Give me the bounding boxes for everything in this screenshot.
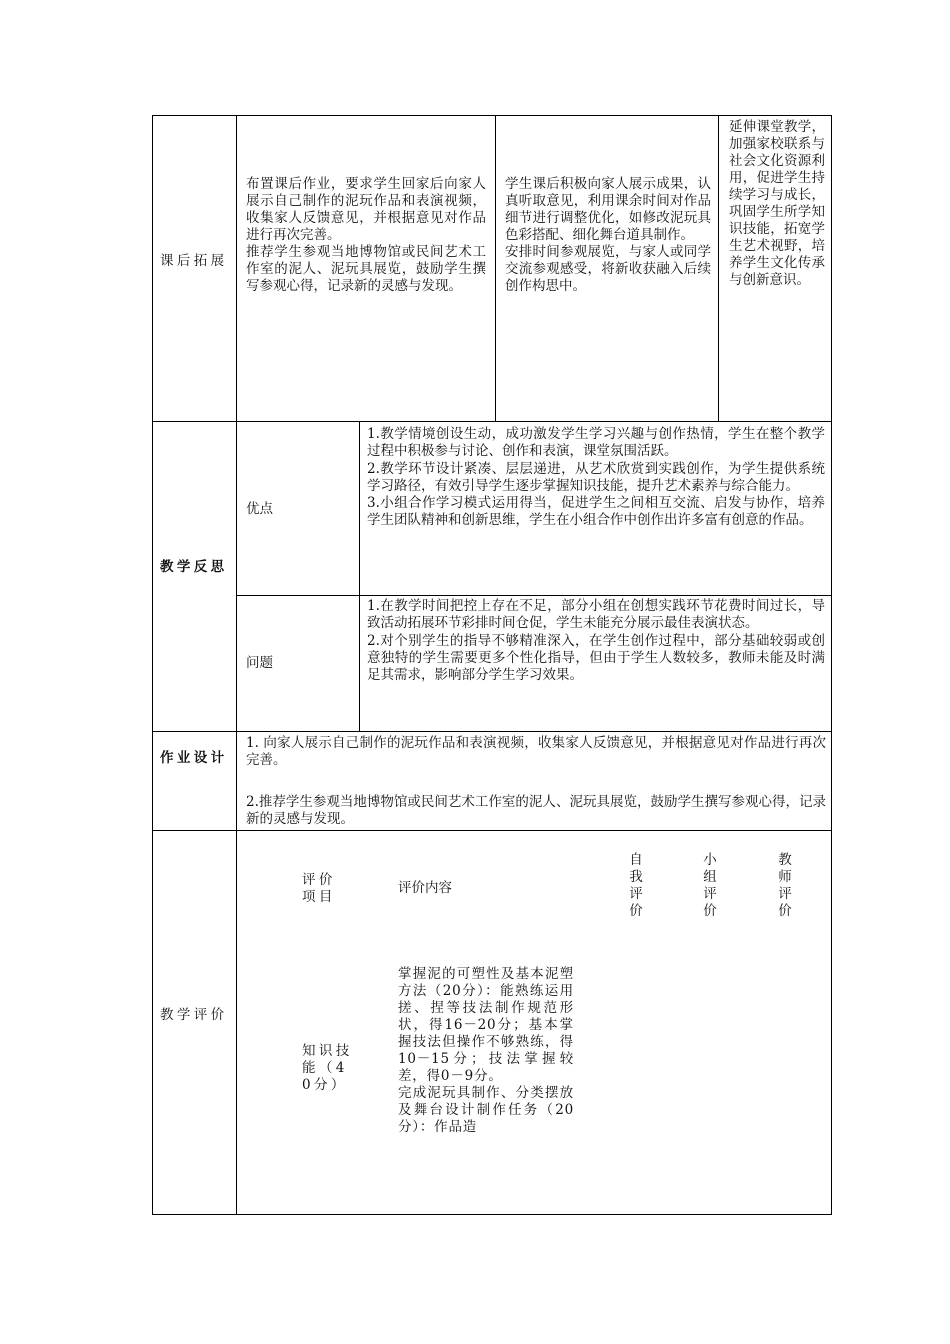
strengths-text: 1.教学情境创设生动，成功激发学生学习兴趣与创作热情，学生在整个教学过程中积极参与讨论、创作和表演，课堂氛围活跃。 2.教学环节设计紧凑、层层递进，从艺术欣赏到实践创作，为学生提供系统学习路径，有效引导学生逐步掌握知识技能，提升艺术素养与综合能力。 3.小组合作学习模式运用得当，促进学生之间相互交流、启发与协作，培养学生团队精神和创新思维，学生在小组合作中创作出许多富有创意的作品。 — [367, 426, 825, 529]
eval-row-knowledge-item: 知识技能（40分） — [302, 1043, 353, 1093]
row-divider — [236, 595, 832, 596]
eval-header-self: 自我评价 — [629, 852, 643, 919]
extension-design-intent: 延伸课堂教学，加强家校联系与社会文化资源利用，促进学生持续学习与成长，巩固学生所学知识技能，拓宽学生艺术视野，培养学生文化传承与创新意识。 — [729, 119, 825, 288]
reflection-label: 教学反思 — [160, 559, 228, 575]
homework-item-2: 2.推荐学生参观当地博物馆或民间艺术工作室的泥人、泥玩具展览，鼓励学生撰写参观心得，记录新的灵感与发现。 — [246, 794, 826, 827]
extension-student-activity: 学生课后积极向家人展示成果，认真听取意见，利用课余时间对作品细节进行调整优化，如修改泥玩具色彩搭配、细化舞台道具制作。 安排时间参观展览，与家人或同学交流参观感受，将新收获融入后续创作构思中。 — [505, 176, 711, 294]
problems-label: 问题 — [246, 655, 273, 671]
eval-row-knowledge-content: 掌握泥的可塑性及基本泥塑方法（20分）：能熟练运用搓、捏等技法制作规范形状，得16－20分；基本掌握技法但操作不够熟练，得10－15分；技法掌握较差，得0－9分。 完成泥玩具制作、分类摆放及舞台设计制作任务（20分）：作品造 — [398, 966, 574, 1135]
row-divider — [152, 731, 832, 732]
eval-header-content: 评价内容 — [398, 880, 452, 896]
eval-header-item: 评价项目 — [302, 872, 336, 905]
evaluation-label: 教学评价 — [160, 1007, 228, 1023]
col-divider — [236, 115, 237, 1215]
eval-header-group: 小组评价 — [703, 852, 717, 919]
col-divider — [495, 115, 496, 421]
extension-teacher-activity: 布置课后作业，要求学生回家后向家人展示自己制作的泥玩作品和表演视频，收集家人反馈意见，并根据意见对作品进行再次完善。 推荐学生参观当地博物馆或民间艺术工作室的泥人、泥玩具展览，鼓励学生撰写参观心得，记录新的灵感与发现。 — [246, 176, 486, 294]
problems-text: 1.在教学时间把控上存在不足，部分小组在创想实践环节花费时间过长，导致活动拓展环节彩排时间仓促，学生未能充分展示最佳表演状态。 2.对个别学生的指导不够精准深入，在学生创作过程中，部分基础较弱或创意独特的学生需要更多个性化指导，但由于学生人数较多，教师未能及时满足其需求，影响部分学生学习效果。 — [367, 598, 825, 684]
homework-item-1: 1. 向家人展示自己制作的泥玩作品和表演视频，收集家人反馈意见，并根据意见对作品进行再次完善。 — [246, 735, 826, 768]
col-divider — [359, 421, 360, 731]
eval-header-teacher: 教师评价 — [778, 852, 792, 919]
homework-label: 作业设计 — [160, 750, 228, 766]
col-divider — [718, 115, 719, 421]
strengths-label: 优点 — [246, 501, 273, 517]
row-divider — [152, 421, 832, 422]
extension-label: 课后拓展 — [160, 253, 228, 269]
row-divider — [152, 830, 832, 831]
